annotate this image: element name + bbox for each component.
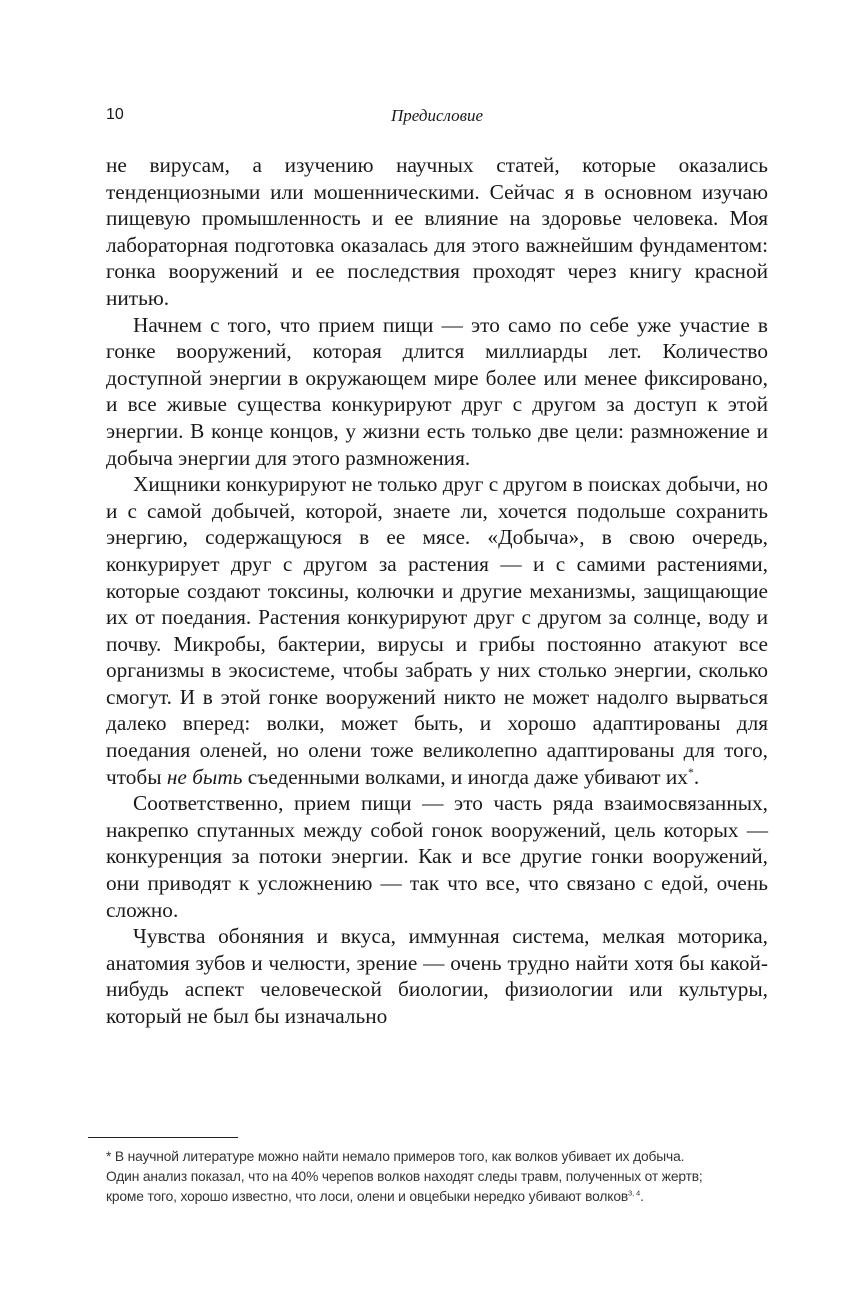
- body-text: [106, 152, 768, 1030]
- book-page: [106, 104, 768, 1030]
- footnote-line-end: .: [640, 1189, 644, 1204]
- paragraph-1: не вирусам, а изучению научных статей, которые оказались тенденциозными или мошенническими. Сейчас я в основном изучаю пищевую промышленность и ее влияние на здоровье человека. Моя лабораторная подготовка оказалась для этого важнейшим фундаментом: гонка вооружений и ее последствия проходят через книгу красной нитью.: [106, 153, 768, 310]
- paragraph-3-italic: не быть: [166, 764, 243, 789]
- footnote-line-last: [106, 1187, 768, 1207]
- chapter-title: Предисловие: [390, 106, 484, 125]
- footnote-divider: [88, 1137, 238, 1138]
- paragraph-5: Чувства обоняния и вкуса, иммунная система, мелкая моторика, анатомия зубов и челюсти, зрение — очень трудно найти хотя бы какой-нибудь аспект человеческой биологии, физиологии или культуры, который не был бы изначально: [106, 924, 768, 1028]
- footnote: [106, 1147, 768, 1207]
- paragraph-3: [106, 471, 768, 790]
- paragraph-2: Начнем с того, что прием пищи — это само по себе уже участие в гонке вооружений, которая длится миллиарды лет. Количество доступной энергии в окружающем мире более или менее фиксировано, и все живые существа конкурируют друг с другом за доступ к этой энергии. В конце концов, у жизни есть только две цели: размножение и добыча энергии для этого размножения.: [106, 312, 768, 470]
- footnote-line: Один анализ показал, что на 40% черепов волков находят следы травм, полученных от жертв;: [106, 1169, 703, 1184]
- paragraph-3-text-cont: съеденными волками, и иногда даже убивают их: [242, 764, 688, 789]
- paragraph-3-end: .: [693, 764, 700, 789]
- reference-marker[interactable]: 3, 4: [628, 1188, 641, 1198]
- running-head: [106, 104, 768, 130]
- paragraph-3-text: Хищники конкурируют не только друг с другом в поисках добычи, но и с самой добычей, которой, знаете ли, хочется подольше сохранить энергию, содержащуюся в ее мясе. «Добыча», в свою очередь, конкурирует друг с другом за растения — и с самими растениями, которые создают токсины, колючки и другие механизмы, защищающие их от поедания. Растения конкурируют друг с другом за солнце, воду и почву. Микробы, бактерии, вирусы и грибы постоянно атакуют все организмы в экосистеме, чтобы забрать у них столько энергии, сколько смогут. И в этой гонке вооружений никто не может надолго вырваться далеко вперед: волки, может быть, и хорошо адаптированы для поедания оленей, но олени тоже великолепно адаптированы для того, чтобы: [106, 472, 768, 789]
- page-number: 10: [106, 106, 124, 123]
- paragraph-4: Соответственно, прием пищи — это часть ряда взаимосвязанных, накрепко спутанных между собой гонок вооружений, цель которых — конкуренция за потоки энергии. Как и все другие гонки вооружений, они приводят к усложнению — так что все, что связано с едой, очень сложно.: [106, 791, 768, 922]
- footnote-marker[interactable]: *: [687, 765, 694, 779]
- footnote-line: * В научной литературе можно найти немало примеров того, как волков убивает их добыча.: [106, 1149, 685, 1164]
- footnote-line-text: кроме того, хорошо известно, что лоси, олени и овцебыки нередко убивают волков: [106, 1189, 629, 1204]
